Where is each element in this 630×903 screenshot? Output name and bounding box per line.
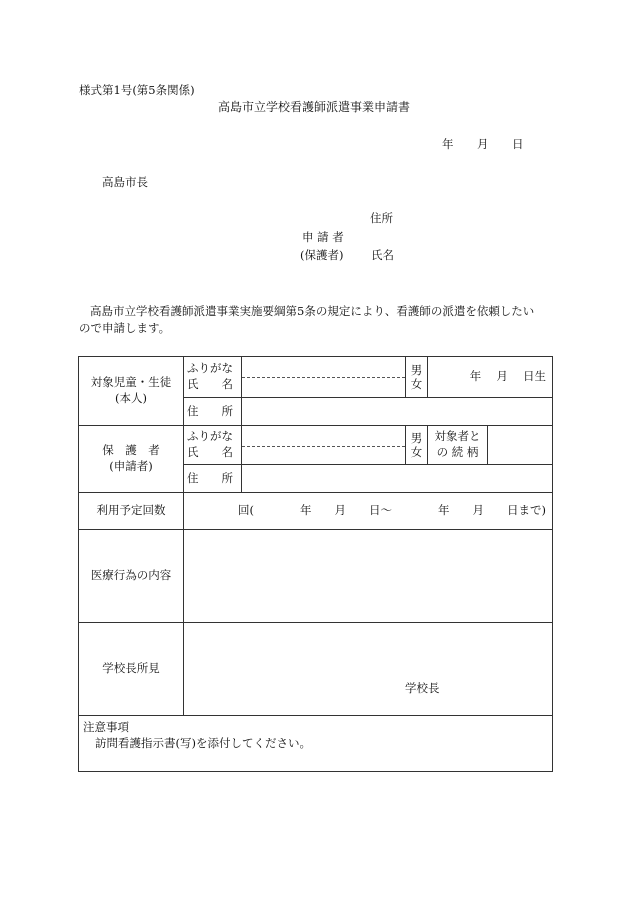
relation-field[interactable] [488,426,553,465]
guardian-table-label-sub: (申請者) [109,459,153,473]
medical-field[interactable] [184,530,553,623]
sex-female: 女 [410,377,423,391]
usage-field[interactable]: 回( 年 月 日～ 年 月 日まで) [184,493,553,530]
guardian-sex-male: 男 [410,430,423,445]
notes-text: 訪問看護指示書(写)を添付してください。 [95,735,311,750]
name-field-label: 氏 名 [187,377,233,391]
guardian-label: (保護者) [300,248,344,262]
student-label-cell [79,357,184,426]
name-label: 氏名 [371,248,394,262]
student-name-label-cell [184,357,242,398]
applicant-label: 申 請 者 [302,230,344,244]
guardian-address-field[interactable] [242,465,553,493]
addressee: 高島市長 [102,175,148,189]
furigana-label: ふりがな [187,361,233,376]
guardian-address-label: 住 所 [184,465,242,493]
principal-label: 学校長 [405,681,440,695]
body-line-2: ので申請します。 [79,321,171,335]
guardian-name-field[interactable] [242,426,406,465]
notes-cell [79,716,553,772]
student-label-sub: (本人) [115,391,147,405]
student-label: 対象児童・生徒 [90,375,172,390]
guardian-table-label: 保 護 者 [102,443,160,458]
form-title: 高島市立学校看護師派遣事業申請書 [218,100,411,114]
student-address-field[interactable] [242,398,553,426]
body-line-1: 高島市立学校看護師派遣事業実施要綱第5条の規定により、看護師の派遣を依頼したい [90,304,535,318]
usage-label: 利用予定回数 [79,493,184,530]
date-day: 日 [512,137,524,151]
principal-opinion-label: 学校長所見 [79,623,184,716]
student-address-label: 住 所 [184,398,242,426]
relation-label-cell [428,426,488,465]
guardian-sex-female: 女 [410,445,423,459]
birth-date-field[interactable]: 年 月 日生 [428,357,553,398]
address-label: 住所 [370,211,393,225]
relation-label: 対象者と [434,429,481,444]
student-sex-cell [406,357,428,398]
relation-label-sub: の 続 柄 [436,445,479,459]
student-name-field[interactable] [242,357,406,398]
guardian-sex-cell [406,426,428,465]
sex-male: 男 [410,362,423,377]
form-number: 様式第1号(第5条関係) [79,83,195,97]
guardian-name-label-cell [184,426,242,465]
principal-opinion-field[interactable] [184,623,553,716]
notes-title: 注意事項 [83,720,129,734]
medical-label: 医療行為の内容 [79,530,184,623]
guardian-name-field-label: 氏 名 [187,445,233,459]
application-form-table [78,356,553,772]
date-month: 月 [477,137,489,151]
guardian-furigana-label: ふりがな [187,429,233,444]
date-year: 年 [442,137,454,151]
guardian-label-cell [79,426,184,493]
